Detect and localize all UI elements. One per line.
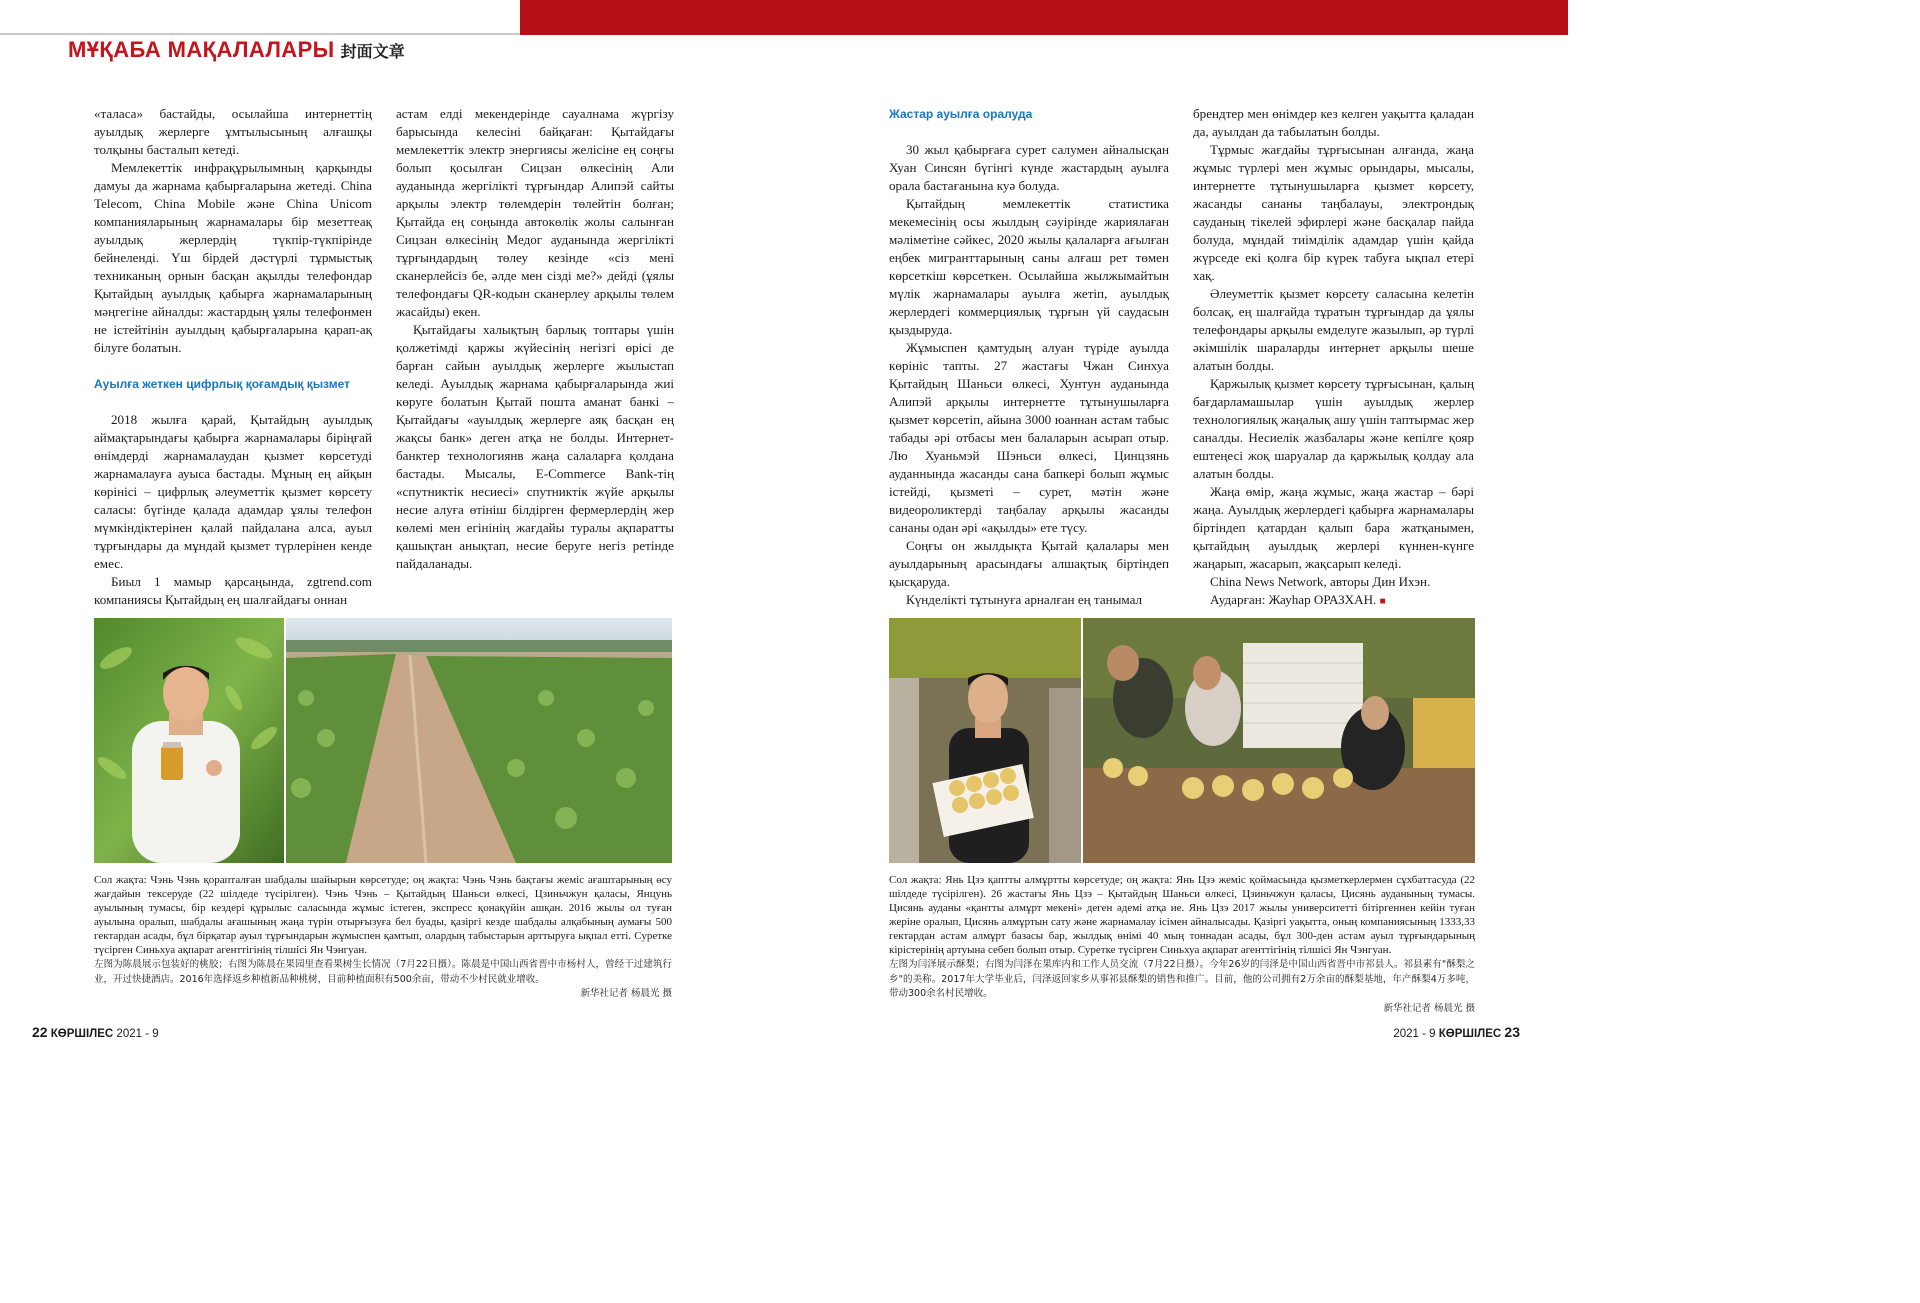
photo-credit: 新华社记者 杨晨光 摄 — [580, 988, 672, 999]
paragraph: Әлеуметтік қызмет көрсету саласына келетін болсақ, ең шалғайда тұратын тұрғындар да ұялы телефондары арқылы емделуге жазылып, әр түрлі әкімшілік шараларды интернет арқылы шеше алатын болды. — [1193, 286, 1474, 373]
caption-text-cn: 左图为陈晨展示包装好的桃胶；右图为陈晨在果园里查看果树生长情况（7月22日摄）。陈晨是中国山西省晋中市杨村人，曾经干过建筑行业，开过快捷酒店。2016年选择返乡种植新品种桃树，目前种植面积有500余亩，带动不少村民就业增收。 — [94, 959, 672, 985]
section-header — [68, 37, 405, 63]
photo-pear-warehouse — [1083, 618, 1475, 863]
paragraph: брендтер мен өнімдер кез келген уақытта қаладан да, ауылдан да табылатын болды. — [1193, 106, 1474, 139]
paragraph: астам елді мекендерінде сауалнама жүргізу барысында келесіні байқаған: Қытайдағы мемлекеттік электр энергиясы желісіне ең соңғы болып қосылған Сицзан өлкесінің Али ауданында жергілікті тұрғындар Алипэй сайты арқылы электр төлемдерін төлейтін болған; Қытайда ең соңында автокөлік жолы салынған Сицзан өлкесінің Медог ауданында жергілікті тұрғындардың төлеу кезінде «сіз мені сканерлейсіз бе, әлде мен сізді ме?» дейді (ұялы телефондағы QR-кодын сканерлеу арқылы төлем жасайды) екен. — [396, 106, 674, 319]
magazine-title-right: КӨРШІЛЕС — [1438, 1028, 1502, 1040]
paragraph: 30 жыл қабырғаға сурет салумен айналысқан Хуан Синсян бүгінгі күнде жастардың ауылға орала бастағанына куә болуда. — [889, 142, 1169, 193]
paragraph: Қытайдың мемлекеттік статистика мекемесінің осы жылдың сәуірінде жариялаған мәліметіне сәйкес, 2020 жылы қалаларға ағылған еңбек мигранттарының саны алғаш рет төмен көрсеткіш көрсеткен. Осылайша жылжымайтын мүлік жарнамалары ауылға жетіп, ауылдық жерлердегі коммерциялық тұрғын үй саудасын қыздыруда. — [889, 196, 1169, 337]
page-number-right: 23 — [1504, 1024, 1520, 1040]
caption-text-kz: Сол жақта: Чэнь Чэнь қорапталған шабдалы шайырын көрсетуде; оң жақта: Чэнь Чэнь бақтағы жеміс ағаштарының өсу жағдайын тексеруде (22 шілдеде түсірілген). Чэнь Чэнь – Қытайдың Шаньси өлкесі, Цзиньчжун қаласы, Янцунь ауылының тумасы, бір кездері құрылыс саласында жұмыс істеген, экспресс қонақүйін ашқан. 2016 жылы ол туған ауылына оралып, шабдалы ағашының жаңа түрін отырғызуға бел буады, қазіргі кезде шабдалы алқабының аумағы 500 гектардан асады, бұл бірқатар ауыл тұрғындарын жұмыспен қамтып, олардың табыстарын арттыруға ықпал етті. Суретке түсірген Синьхуа ақпарат агенттігінің тілшісі Ян Чэнгуан. — [94, 874, 672, 956]
article-column-4 — [1193, 105, 1474, 611]
article-column-3 — [889, 105, 1169, 609]
photo-credit: 新华社记者 杨晨光 摄 — [1383, 1002, 1475, 1014]
translator-credit: Аударған: Жауһар ОРАЗХАН. ■ — [1210, 592, 1386, 607]
subheading-youth-return: Жастар ауылға оралуда — [889, 107, 1033, 121]
paragraph: Жұмыспен қамтудың алуан түріде ауылда көрініс тапты. 27 жастағы Чжан Синхуа Қытайдың Шаньси өлкесі, Хунтун ауданында Алипэй арқылы интернетте тұтынушыларға қызмет көрсетіп, айына 3000 юаннан астам табыс табады әрі отбасы мен балаларын асырап отыр. Лю Хуаньмэй Шэньси өлкесі, Цинцзянь ауданнында жасанды сана бапкері болып жұмыс істейді, қызметі – сурет, мәтін және видеороликтерді таңбалау арқылы жасанды сананы одан әрі «ақылды» ете түсу. — [889, 340, 1169, 535]
article-column-1 — [94, 105, 372, 609]
photo-orchard-aerial — [286, 618, 672, 863]
section-title-cn: 封面文章 — [340, 42, 405, 61]
magazine-title-left: КӨРШІЛЕС — [50, 1028, 114, 1040]
header-red-bar — [520, 0, 1568, 35]
paragraph: 2018 жылға қарай, Қытайдың ауылдық аймақтарындағы қабырға жарнамалары біріңғай өнімдерді жарнамалаудан қызмет көрсетуді жарнамалауға ауыса бастады. Мұның ең айқын көрінісі – цифрлық әлеуметтік қызмет көрсету саласы: бүгінде қалада адамдар ұялы телефон мүмкіндіктерінен қалай пайдалана алса, ауыл тұрғындары да мұндай қызмет түрлерінен кенде емес. — [94, 412, 372, 571]
author-credit: China News Network, авторы Дин Ихэн. — [1210, 574, 1431, 589]
subheading-digital-services: Ауылға жеткен цифрлық қоғамдық қызмет — [94, 377, 350, 391]
header-rule — [0, 33, 520, 35]
photo-caption-left — [94, 873, 672, 1001]
paragraph: Қытайдағы халықтың барлық топтары үшін қолжетімді қаржы жүйесінің негізгі өрісі де барған сайын ауылдық жерлерге жылыстап келеді. Ауылдық жарнама қабырғаларында жиі көруге болатын Қытай пошта аманат банкі – Қытайдағы «ауылдық жерлерге аяқ басқан ең жақсы банк» деген атқа не болды. Интернет-банктер технологиянв жаңа салаларға қолдана бастады. Мысалы, E-Commerce Bank-тің «спутниктік несиесі» спутниктік жүйе арқылы несие алуға өтініш білдірген фермерлердің жер көлемі мен егінінің жағдайы туралы ақпаратты қашықтан анықтап, несие беруге негіз ретінде пайдаланады. — [396, 322, 674, 571]
issue-right: 2021 - 9 — [1393, 1028, 1436, 1040]
issue-left: 2021 - 9 — [116, 1028, 159, 1040]
article-column-2 — [396, 105, 674, 573]
caption-text-cn: 左图为闫泽展示酥梨；右图为闫泽在果库内和工作人员交流（7月22日摄）。今年26岁的闫泽是中国山西省晋中市祁县人。祁县素有"酥梨之乡"的美称。2017年大学毕业后，闫泽返回家乡从事祁县酥梨的销售和推广。目前，他的公司拥有2万余亩的酥梨基地，年产酥梨4万多吨，带动300余名村民增收。 — [889, 959, 1475, 999]
photo-caption-right — [889, 873, 1475, 1016]
section-title-kz: МҰҚАБА МАҚАЛАЛАРЫ — [68, 37, 335, 62]
paragraph: Соңғы он жылдықта Қытай қалалары мен ауылдарының арасындағы алшақтық біртіндеп қысқаруда. — [889, 538, 1169, 589]
paragraph: Тұрмыс жағдайы тұрғысынан алғанда, жаңа жұмыс түрлері мен жұмыс орындары, мысалы, интернетте тұтынушыларға қызмет көрсету, жасанды сананы таңбалауы, электрондық сауданың тікелей эфирлері және басқалар пайда болуда, мұндай тиімділік адамдар үшін қайда жүрседе екі қолға бір күрек табуға ықпал етері хақ. — [1193, 142, 1474, 283]
page-number-left: 22 — [32, 1024, 48, 1040]
paragraph: Қаржылық қызмет көрсету тұрғысынан, қалың бағдарламашылар үшін ауылдық жерлер технологиялық жаңалық ашу үшін таптырмас жер саналды. Несиелік жазбалары және кепілге қояр ештеңесі жоқ шаруалар да қаржылық қолдау ала алатын болды. — [1193, 376, 1474, 481]
photo-man-with-pears — [889, 618, 1081, 863]
paragraph: Жаңа өмір, жаңа жұмыс, жаңа жастар – бәрі жаңа. Ауылдық жерлердегі қабырға жарнамалары біртіндеп қатардан қалып бара жатқанымен, қытайдың ауылдық жерлері күннен-күнге жаңарып, жасарып, жақсарып келеді. — [1193, 484, 1474, 571]
caption-text-kz: Сол жақта: Янь Цзэ қаптты алмұртты көрсетуде; оң жақта: Янь Цзэ жеміс қоймасында қызметкерлермен сұхбаттасуда (22 шілдеде түсірілген). 26 жастағы Янь Цзэ – Қытайдың Шаньси өлкесі, Цзиньчжун қаласы, Цисянь ауданының тумасы. Цисянь ауданы «қантты алмұрт мекені» деген әдемі атқа ие. Янь Цзэ 2017 жылы университетті бітіргеннен кейін туған жеріне оралып, Цисянь алмұртын сату және жарнамалау ісімен айналысады. Қазіргі уақытта, оның компаниясының 1333,33 гектардан астам алмұрт базасы бар, жылдық өнімі 40 мың тоннадан асады, бұл 300-ден астам ауыл тұрғындарының кірістерінің артуына себеп болып отыр. Суретке түсірген Синьхуа ақпарат агенттігінің тілшісі Ян Чэнгуан. — [889, 874, 1475, 956]
paragraph: Күнделікті тұтынуға арналған ең танымал — [906, 592, 1143, 607]
footer-right — [1393, 1024, 1520, 1040]
end-mark: ■ — [1379, 596, 1386, 607]
paragraph: «таласа» бастайды, осылайша интернеттің ауылдық жерлерге ұмтылысының алғашқы толқыны басталып кетеді. — [94, 106, 372, 157]
photo-man-with-jar — [94, 618, 284, 863]
paragraph: Мемлекеттік инфрақұрылымның қарқынды дамуы да жарнама қабырғаларына жетеді. China Telecom, China Mobile және China Unicom компанияларының жарнамалары бір мезеттеақ ауылдық жерлердің түкпір-түкпірінде бейнеленді. Үш бірдей дәстүрлі тұрмыстық техниканың орнын басқан ақылды телефондар Қытайдың ауылдық қабырға жарнамаларының мәңгегіне айналды: жастардың ұялы телефонмен не істейтінін ауылдың қабырғаларына қарап-ақ білуге болатын. — [94, 160, 372, 355]
paragraph: Биыл 1 мамыр қарсаңында, zgtrend.com компаниясы Қытайдың ең шалғайдағы оннан — [94, 574, 372, 607]
footer-left — [32, 1024, 159, 1040]
